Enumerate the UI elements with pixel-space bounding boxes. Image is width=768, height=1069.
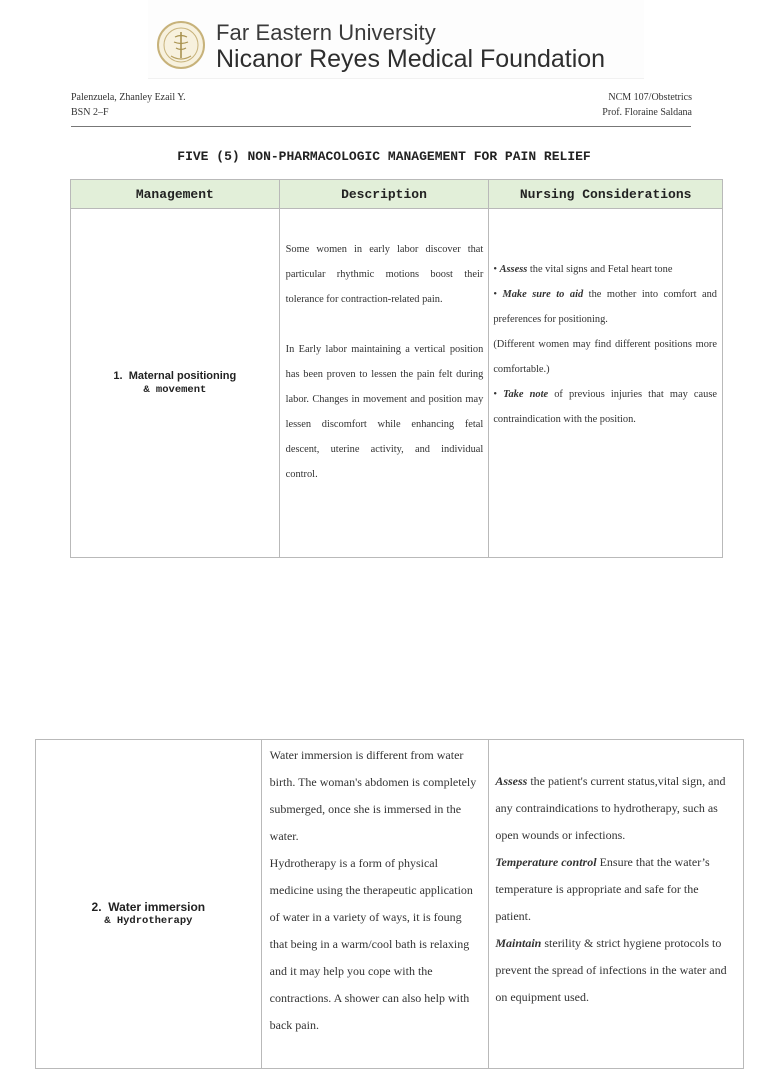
management-title-text: Water immersion <box>108 900 206 914</box>
table-row <box>71 209 723 558</box>
row-number: 2. <box>91 900 102 914</box>
consideration-item: Maintain sterility & strict hygiene protocols to prevent the spread of infections in the water and on equipment used. <box>495 936 727 1004</box>
description-paragraph: Water immersion is different from water birth. The woman's abdomen is completely submerged, once she is immersed in the water. <box>269 748 477 843</box>
table-header-row <box>71 180 723 209</box>
professor-name: Prof. Floraine Saldana <box>602 107 692 118</box>
course-code: NCM 107/Obstetrics <box>608 92 692 103</box>
university-seal-icon <box>156 20 206 70</box>
consideration-item: Assess the patient's current status,vital sign, and any contraindications to hydrotherapy, such as open wounds or infections. <box>495 774 726 842</box>
student-section: BSN 2–F <box>71 107 109 118</box>
consideration-item: (Different women may find different positions more comfortable.) <box>493 339 717 375</box>
student-name: Palenzuela, Zhanley Ezail Y. <box>71 92 186 103</box>
management-subtitle: & movement <box>143 384 207 396</box>
header-nursing-considerations: Nursing Considerations <box>489 180 723 209</box>
consideration-item: • Take note of previous injuries that may cause contraindication with the position. <box>493 389 717 425</box>
foundation-name: Nicanor Reyes Medical Foundation <box>216 45 606 73</box>
university-name: Far Eastern University <box>216 20 436 45</box>
row-number: 1. <box>113 370 123 382</box>
student-info <box>71 90 186 120</box>
description-paragraph: Hydrotherapy is a form of physical medicine using the therapeutic application of water in a variety of ways, it is foung that being in a warm/cool bath is relaxing and it may help you cope with the contractions. A shower can also help with back pain. <box>269 856 473 1032</box>
management-subtitle: & Hydrotherapy <box>104 915 193 927</box>
header-description: Description <box>279 180 489 209</box>
description-paragraph: Some women in early labor discover that particular rhythmic motions boost their tolerance for contraction-related pain. <box>285 244 484 305</box>
description-cell <box>279 209 489 558</box>
university-header <box>148 0 644 79</box>
course-info <box>602 90 692 120</box>
description-cell <box>261 740 489 1069</box>
management-title <box>71 369 279 383</box>
management-cell <box>71 209 280 558</box>
management-title <box>36 900 261 914</box>
table-row <box>36 740 744 1069</box>
pain-management-table <box>70 179 723 558</box>
management-cell <box>36 740 262 1069</box>
description-paragraph: In Early labor maintaining a vertical position has been proven to lessen the pain felt during labor. Changes in movement and position may lessen discomfort while enhancing fetal descent, uterine activity, and individual control. <box>285 344 484 480</box>
pain-management-table-continued <box>35 739 744 1069</box>
document-title: FIVE (5) NON-PHARMACOLOGIC MANAGEMENT FOR PAIN RELIEF <box>177 149 591 164</box>
consideration-item: Temperature control Ensure that the water’s temperature is appropriate and safe for the patient. <box>495 855 710 923</box>
considerations-cell <box>489 740 744 1069</box>
management-title-text: Maternal positioning <box>128 370 237 382</box>
considerations-cell <box>489 209 723 558</box>
consideration-item: • Make sure to aid the mother into comfort and preferences for positioning. <box>493 289 717 325</box>
header-management: Management <box>71 180 280 209</box>
consideration-item: • Assess the vital signs and Fetal heart tone <box>493 264 673 275</box>
header-divider <box>71 126 691 127</box>
